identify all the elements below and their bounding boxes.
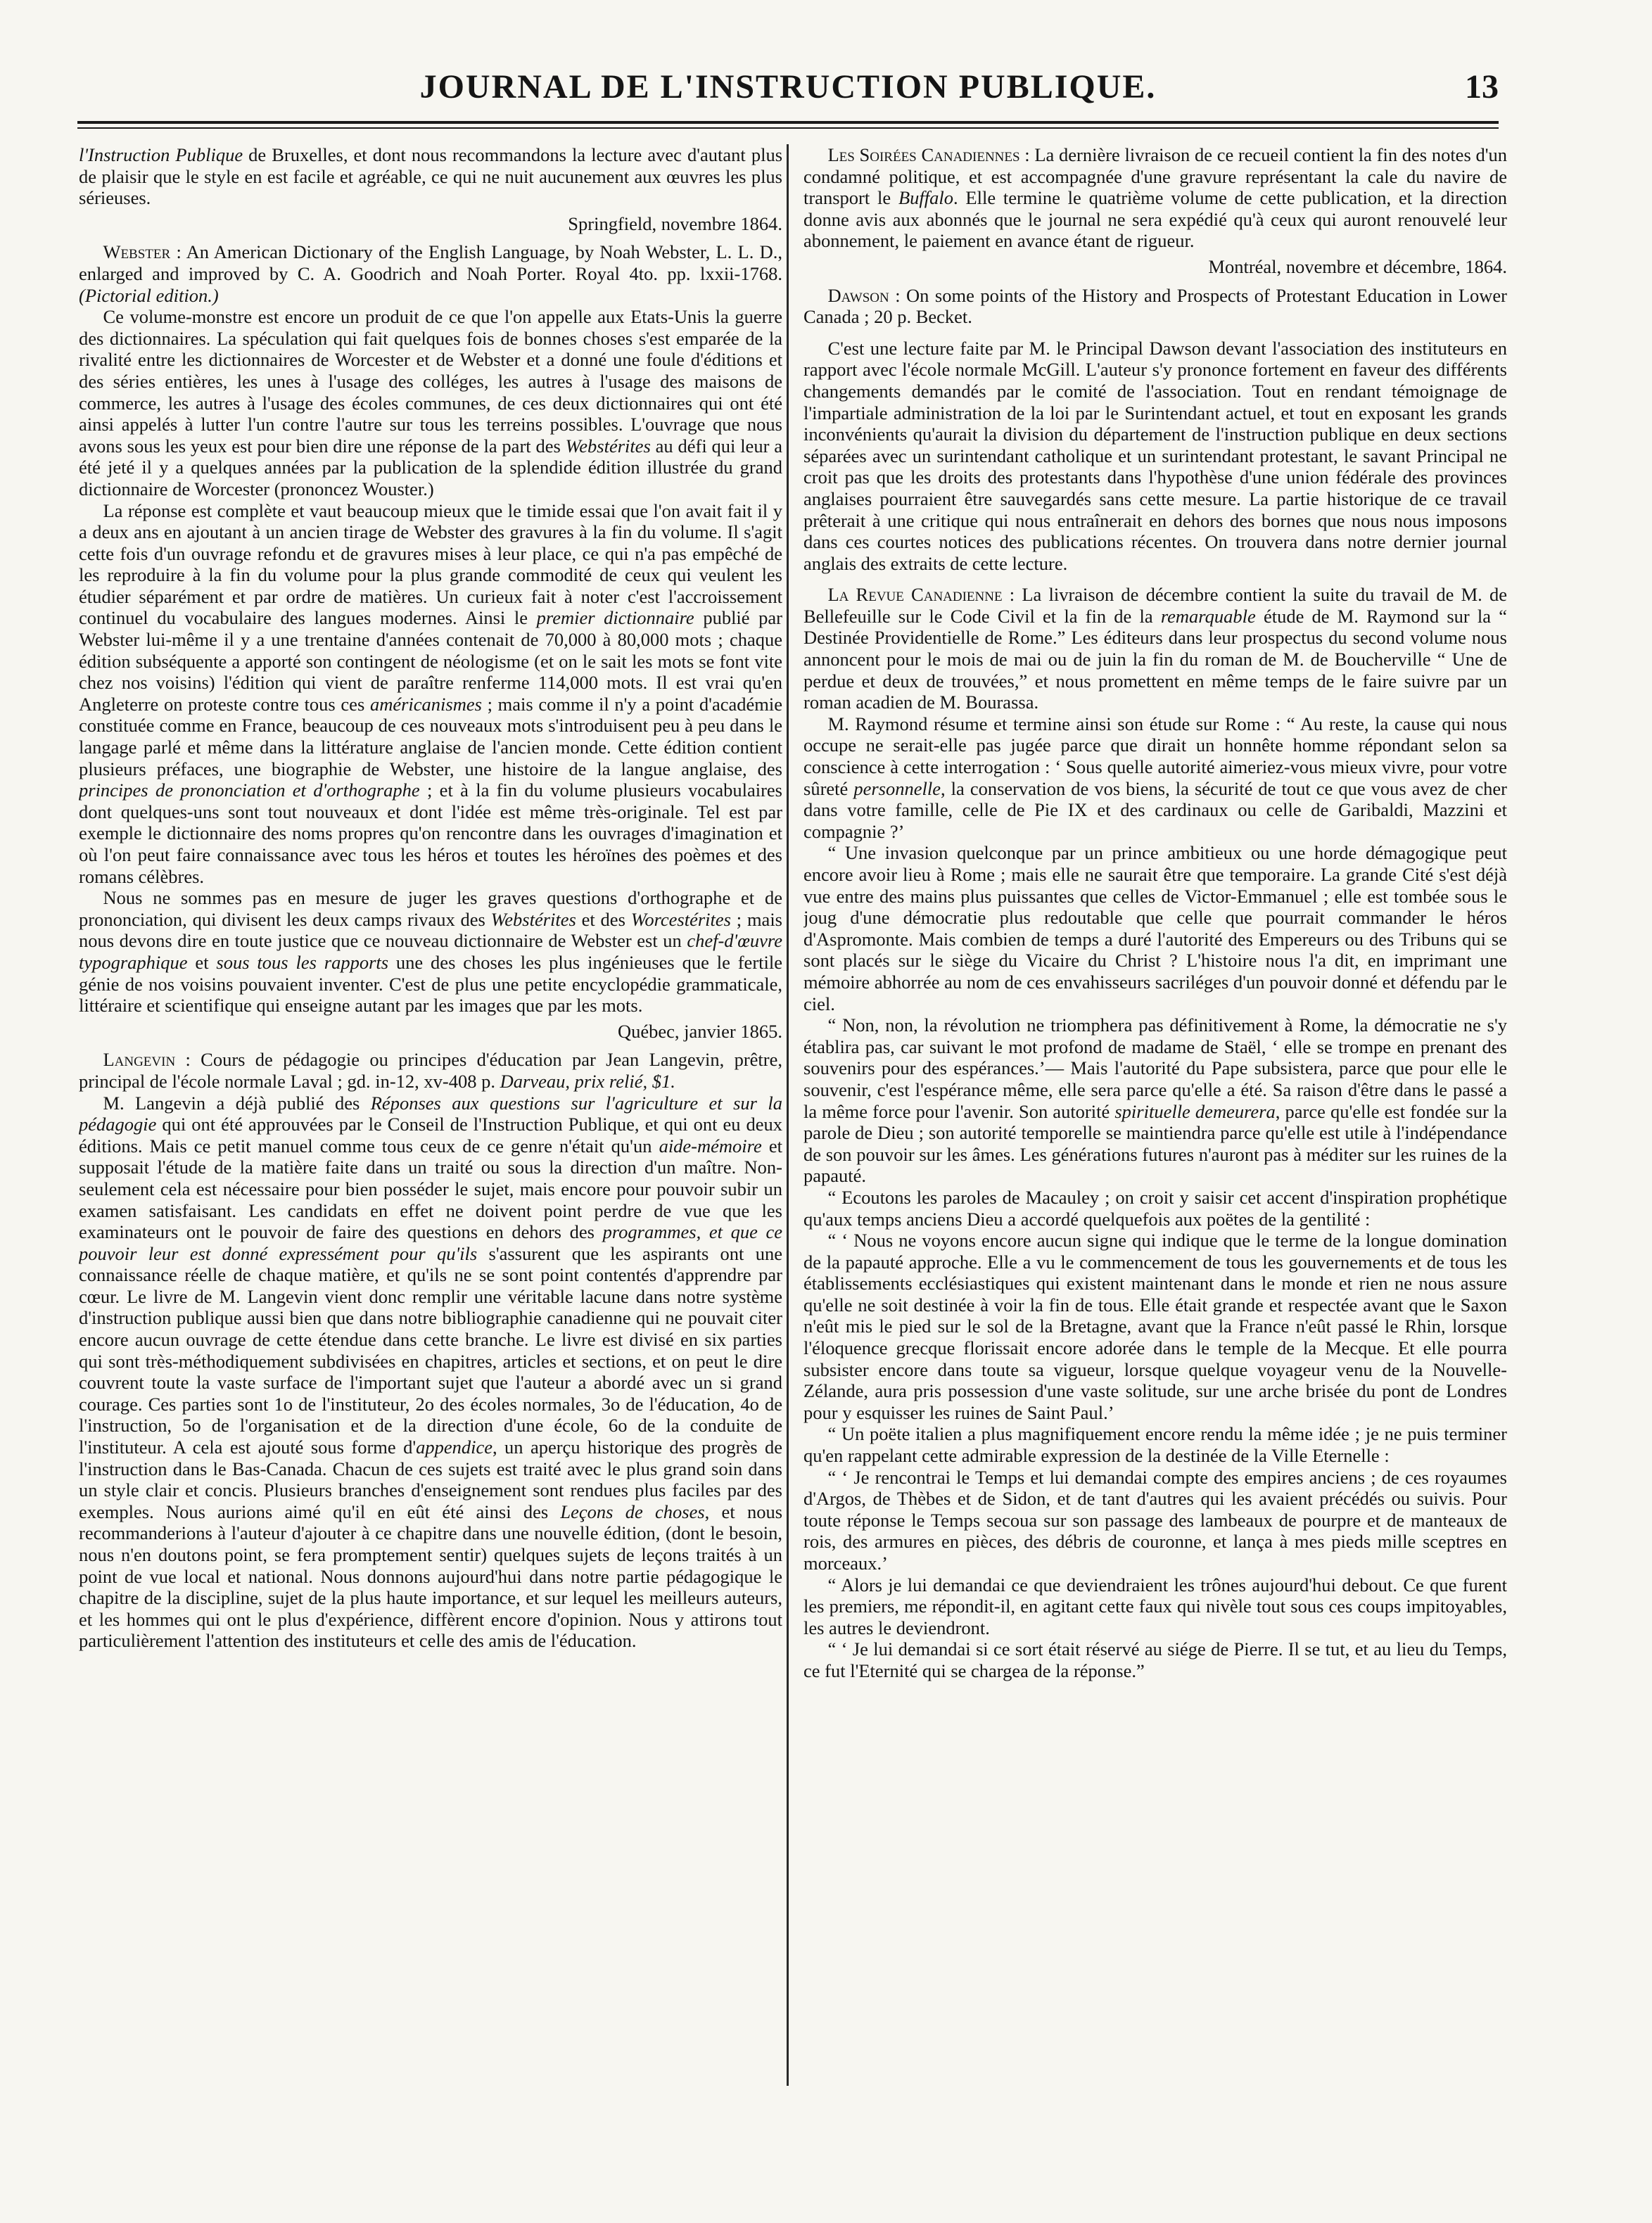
italic-run: aide-mémoire: [659, 1135, 762, 1157]
poet-quote-3: “ ‘ Je lui demandai si ce sort était réservé au siége de Pierre. Il se tut, et au lieu du Temps, ce fut l'Eternité qui se chargea de la réponse.”: [803, 1638, 1507, 1681]
raymond-paragraph-2: “ Une invasion quelconque par un prince ambitieux ou une horde démagogique peut encore avoir lieu à Rome ; mais elle ne saurait être que temporaire. La grande Cité s'est déjà vue entre des mains plus puissantes que celles de Victor-Emmanuel ; elle est tombée sous le joug d'une démocratie plus redoutable que celle que pourrait commander le héros d'Aspromonte. Mais combien de temps a duré l'autorité des Empereurs ou des Tribuns qui se sont placés sur le siège du Vicaire du Christ ? L'histoire nous l'a dit, en imprimant une mémoire abhorrée au nom de ces envahisseurs sacriléges d'un pouvoir donné et défendu par le ciel.: [803, 842, 1507, 1014]
italic-run: Webstérites: [565, 435, 651, 457]
left-column: [79, 144, 782, 2198]
revue-name: La Revue Canadienne: [827, 584, 1003, 606]
text-run: ; mais comme il n'y a point d'académie constituée comme en France, beaucoup de ces nouveaux mots s'introduisent peu à peu dans le langage parlé et même dans la littérature anglaise de l'ancien monde. Cette édition contient plusieurs préfaces, une biographie de Webster, une histoire de la langue anglaise, des: [79, 693, 782, 779]
revue-entry: [803, 584, 1507, 713]
soirees-name: Les Soirées Canadiennes: [827, 144, 1020, 165]
text-run: au défi qui leur a été jeté il y a quelques années par la publication de la splendide édition illustrée du grand dictionnaire de Worcester (prononcez Wouster.): [79, 435, 782, 499]
journal-title: JOURNAL DE L'INSTRUCTION PUBLIQUE.: [419, 68, 1157, 106]
italic-run: principes de prononciation et d'orthographe: [79, 779, 420, 801]
text-run: et des: [576, 908, 631, 930]
soirees-entry: [803, 144, 1507, 252]
italic-run: Leçons de choses: [560, 1501, 705, 1522]
italic-run: personnelle: [853, 777, 941, 799]
text-run: Nous ne sommes pas en mesure de juger les graves questions d'orthographe et de prononciation, qui divisent les deux camps rivaux des: [79, 887, 782, 930]
raymond-paragraph-4: “ Ecoutons les paroles de Macauley ; on croit y saisir cet accent d'inspiration prophétique qu'aux temps anciens Dieu a accordé quelquefois aux poëtes de la gentilité :: [803, 1186, 1507, 1230]
header-rule-thin: [77, 127, 1499, 129]
text-run: , et nous recommanderions à l'auteur d'ajouter à ce chapitre dans une nouvelle édition, (dont le besoin, nous n'en doutons point, se fera promptement sentir) quelques sujets de leçons traités à un point de vue local et national. Nous donnons aujourd'hui dans notre partie pédagogique le chapitre de la discipline, sujet de la plus haute importance, et sur lequel les meilleurs auteurs, et les hommes qui ont le plus d'expérience, diffèrent encore d'opinion. Nous y attirons tout particulièrement l'attention des instituteurs et celle des amis de l'éducation.: [79, 1501, 782, 1652]
webster-name: Webster: [103, 241, 171, 263]
poet-quote-2: “ Alors je lui demandai ce que deviendraient les trônes aujourd'hui debout. Ce que furent les premiers, me répondit-il, en agitant cette faux qui nivèle tout sous ces coups impitoyables, les autres le deviendront.: [803, 1574, 1507, 1638]
italic-run: spirituelle demeurera: [1114, 1100, 1276, 1122]
macauley-quote: “ ‘ Nous ne voyons encore aucun signe qui indique que le terme de la longue domination de la papauté approche. Elle a vu le commencement de tous les gouvernements et de tous les établissements ecclésiastiques qui existent maintenant dans le monde et rien ne nous assure qu'elle ne soit destinée à voir la fin de tous. Elle était grande et respectée avant que le Saxon n'eût mis le pied sur le sol de la Bretagne, avant que la France n'eût passé le Rhin, lorsque l'éloquence grecque florissait encore adorée dans le temple de la Mecque. Et elle pourra subsister encore dans toute sa vigueur, lorsque quelque voyageur venu de la Nouvelle-Zélande, aura pris possession d'une vaste solitude, sur une arche brisée du pont de Londres pour y esquisser les ruines de Saint Paul.’: [803, 1230, 1507, 1423]
dateline-montreal: Montréal, novembre et décembre, 1864.: [1208, 255, 1507, 277]
raymond-paragraph-5: “ Un poëte italien a plus magnifiquement encore rendu la même idée ; je ne puis terminer qu'en rappelant cette admirable expression de la destinée de la Ville Eternelle :: [803, 1423, 1507, 1467]
text-run: et: [187, 951, 217, 973]
italic-run: américanismes: [369, 693, 482, 715]
text-run: étude de M. Raymond sur la “ Destinée Providentielle de Rome.” Les éditeurs dans leur prospectus du second volume nous annoncent pour le mois de mai ou de juin la fin du roman de M. de Boucherville “ Une de perdue et deux de trouvées,” et nous promettent en même temps de le faire suivre par un roman acadien de M. Bourassa.: [803, 605, 1507, 713]
text-run: s'assurent que les aspirants ont une connaissance réelle de chaque matière, et qu'ils ne se sont point contentés d'apprendre par cœur. Le livre de M. Langevin vient donc remplir une véritable lacune dans notre système d'instruction publique aussi bien que dans notre bibliographie canadienne qui ne pouvait citer encore aucun ouvrage de cette étendue dans cette branche. Le livre est divisé en six parties qui sont très-méthodiquement subdivisées en chapitres, articles et sections, et on peut le dire couvrent toute la vaste surface de l'important sujet que l'auteur a abordé avec un si grand courage. Ces parties sont 1o de l'instituteur, 2o des écoles normales, 3o de l'éducation, 4o de l'instruction, 5o de l'organisation et de la direction d'une école, 6o de la conduite de l'instituteur. A cela est ajouté sous forme d': [79, 1242, 782, 1458]
webster-paragraph-1: [79, 306, 782, 499]
raymond-paragraph-3: [803, 1014, 1507, 1187]
italic-run: Worcestérites: [630, 908, 731, 930]
dawson-reference: : On some points of the History and Prospects of Protestant Education in Lower Canada ; 20 p. Becket.: [803, 284, 1507, 328]
text-run: “ Non, non, la révolution ne triomphera pas définitivement à Rome, la démocratie ne s'y établira pas, car suivant le mot profond de madame de Staël, ‘ elle se trompe en prenant des souvenirs pour des espérances.’— Mais l'autorité du Pape subsistera, parce que pour elle le souvenir, c'est l'espérance même, elle sera parce qu'elle a été. Sa raison d'être dans le passé a la même force pour l'avenir. Son autorité: [803, 1014, 1507, 1122]
text-run: publié par Webster lui-même il y a une trentaine d'années contenait de 70,000 à 80,000 mots ; chaque édition subséquente a apporté son contingent de néologisme (et on le sait les mots se font vite chez nos voisins) l'édition qui vient de paraître renferme 114,000 mots. Il est vrai qu'en Angleterre on proteste contre tous ces: [79, 607, 782, 715]
text-run: qui ont été approuvées par le Conseil de l'Instruction Publique, et qui ont eu deux éditions. Mais ce petit manuel comme tous ceux de ce genre n'était qu'un: [79, 1114, 782, 1157]
page-number: 13: [1465, 68, 1499, 106]
text-run: , la conservation de vos biens, la sécurité de tout ce que vous avez de cher dans votre famille, celle de Pie IX et des cardinaux ou celle de Garibaldi, Mazzini et compagnie ?’: [803, 777, 1507, 842]
italic-run: appendice: [416, 1437, 493, 1458]
text-run: M. Raymond résume et termine ainsi son étude sur Rome : “ Au reste, la cause qui nous occupe ne serait-elle pas jugée parce que dirait un honnête homme répondant selon sa conscience à cette interrogation : ‘ Sous quelle autorité aimeriez-vous mieux vivre, pour votre sûreté: [803, 713, 1507, 799]
dateline-quebec: Québec, janvier 1865.: [618, 1020, 782, 1042]
text-run: , un aperçu historique des progrès de l'instruction dans le Bas-Canada. Chacun de ces sujets est traité avec le plus grand soin dans un style clair et concis. Plusieurs branches d'enseignement sont rendues plus faciles par des exemples. Nous aurions aimé qu'il en eût été ainsi des: [79, 1437, 782, 1522]
webster-paragraph-2: [79, 500, 782, 888]
header-rule-thick: [77, 121, 1499, 124]
italic-run: Réponses aux questions sur l'agriculture et sur la pédagogie: [79, 1092, 782, 1135]
webster-reference: : An American Dictionary of the English Language, by Noah Webster, L. L. D., enlarged and improved by C. A. Goodrich and Noah Porter. Royal 4to. pp. lxxii-1768.: [79, 241, 782, 284]
text-run: : La livraison de décembre contient la suite du travail de M. de Bellefeuille sur le Code Civil et la fin de la: [803, 584, 1507, 627]
intro-italic: l'Instruction Publique: [79, 144, 243, 165]
langevin-paragraph: [79, 1093, 782, 1652]
poet-quote-1: “ ‘ Je rencontrai le Temps et lui demandai compte des empires anciens ; de ces royaumes d'Argos, de Thèbes et de Sidon, et de tant d'autres qui les avaient précédés ou suivis. Pour toute réponse le Temps secoua sur son passage des lambeaux de pourpre et de manteaux de rois, des armures en pièces, des débris de couronne, et lança à mes pieds mille sceptres en morceaux.’: [803, 1466, 1507, 1574]
langevin-name: Langevin: [103, 1049, 176, 1071]
italic-run: programmes, et que ce pouvoir leur est donné expressément pour qu'ils: [79, 1221, 782, 1264]
italic-run: sous tous les rapports: [216, 951, 389, 973]
text-run: . Elle termine le quatrième volume de cette publication, et la direction donne avis aux abonnés que le journal ne sera expédié qu'à ceux qui auront renouvelé leur abonnement, le paiement en avance étant de rigueur.: [803, 187, 1507, 252]
right-column: [803, 144, 1507, 2198]
italic-run: chef-d'œuvre typographique: [79, 930, 782, 973]
italic-run: Webstérites: [490, 908, 576, 930]
text-run: La réponse est complète et vaut beaucoup mieux que le timide essai que l'on avait fait il y a deux ans en ajoutant à un ancien tirage de Webster des gravures à la fin du volume. Il s'agit cette fois d'un ouvrage refondu et de gravures mises à leur place, ce qui n'a pas empêché de les reproduire à la fin du volume pour la plus grande commodité de ceux qui veulent les étudier séparément et par ordre de matières. Un curieux fait à noter c'est l'accroissement continuel du vocabulaire des langues modernes. Ainsi le: [79, 499, 782, 629]
text-run: Ce volume-monstre est encore un produit de ce que l'on appelle aux Etats-Unis la guerre des dictionnaires. La spéculation qui fait quelques fois de bonnes choses s'est emparée de la rivalité entre les dictionnaires de Worcester et de Webster et a donné une foule d'éditions et des séries entières, les unes à l'usage des colléges, les autres à l'usage des maisons de commerce, les autres à l'usage des écoles communes, de ces deux dictionnaires qui ont été ainsi appelés à lutter l'un contre l'autre sur tous les terreins possibles. L'ouvrage que nous avons sous les yeux est pour bien dire une réponse de la part des: [79, 306, 782, 457]
italic-run: premier dictionnaire: [536, 607, 694, 629]
text-run: , parce qu'elle est fondée sur la parole de Dieu ; son autorité temporelle se maintiendra parce qu'elle est utile à l'indépendance de son pouvoir sur les âmes. Les générations futures n'auront pas à méditer sur les ruines de la papauté.: [803, 1100, 1507, 1187]
dawson-name: Dawson: [827, 284, 889, 306]
dateline-springfield: Springfield, novembre 1864.: [568, 212, 782, 234]
langevin-publisher: Darveau, prix relié, $1.: [500, 1070, 675, 1092]
raymond-paragraph-1: [803, 713, 1507, 843]
webster-paragraph-3: [79, 887, 782, 1017]
intro-paragraph: [79, 144, 782, 209]
webster-entry: [79, 241, 782, 306]
text-run: M. Langevin a déjà publié des: [103, 1092, 371, 1114]
text-run: : La dernière livraison de ce recueil contient la fin des notes d'un condamné politique, et est accompagnée d'une gravure représentant la cale du navire de transport le: [803, 144, 1507, 209]
column-divider: [787, 144, 789, 2086]
text-run: ; mais nous devons dire en toute justice que ce nouveau dictionnaire de Webster est un: [79, 908, 782, 952]
italic-run: Buffalo: [898, 187, 953, 209]
italic-run: remarquable: [1160, 605, 1256, 627]
page-header: [77, 68, 1499, 110]
langevin-entry: [79, 1049, 782, 1092]
text-run: ; et à la fin du volume plusieurs vocabulaires dont quelques-uns sont tout nouveaux et dont l'idée est même très-originale. Tel est par exemple le dictionnaire des noms propres qu'on rencontre dans les ouvrages d'imagination et où l'on peut faire connaissance avec tous les héros et toutes les héroïnes des poèmes et des romans célèbres.: [79, 779, 782, 887]
webster-edition: (Pictorial edition.): [79, 284, 219, 306]
intro-text: de Bruxelles, et dont nous recommandons la lecture avec d'autant plus de plaisir que le style en est facile et agréable, ce qui ne nuit aucunement aux œuvres les plus sérieuses.: [79, 144, 782, 209]
text-run: et supposait l'étude de la matière faite dans un traité ou sous la direction d'un maître. Non-seulement cela est nécessaire pour bien posséder le sujet, mais encore pour pouvoir subir un examen satisfaisant. Les candidats en effet ne doivent point perdre de vue que les examinateurs ont le pouvoir de faire des questions en dehors des: [79, 1135, 782, 1243]
dawson-entry: [803, 285, 1507, 328]
text-run: une des choses les plus ingénieuses que le fertile génie de nos voisins pouvaient inventer. C'est de plus une petite encyclopédie grammaticale, littéraire et scientifique qui enseigne autant par les images que par les mots.: [79, 951, 782, 1017]
langevin-reference: : Cours de pédagogie ou principes d'éducation par Jean Langevin, prêtre, principal de l'école normale Laval ; gd. in-12, xv-408 p.: [79, 1049, 782, 1092]
dawson-paragraph: C'est une lecture faite par M. le Principal Dawson devant l'association des instituteurs en rapport avec l'école normale McGill. L'auteur s'y prononce fortement en faveur des différents changements demandés par le comité de l'association. Tout en rendant témoignage de l'impartiale administration de la loi par le Surintendant actuel, et tout en exposant les grands inconvénients qu'aurait la division du département de l'instruction publique en deux sections séparées avec un surintendant catholique et un surintendant protestant, le savant Principal ne croit pas que les droits des protestants dans l'hypothèse d'une union fédérale des provinces anglaises pourraient être sauvegardés sans cette mesure. La partie historique de ce travail prêterait à une critique qui nous entraînerait en dehors des bornes que nous nous imposons dans ces courtes notices des publications récentes. On trouvera dans notre dernier journal anglais des extraits de cette lecture.: [803, 337, 1507, 574]
